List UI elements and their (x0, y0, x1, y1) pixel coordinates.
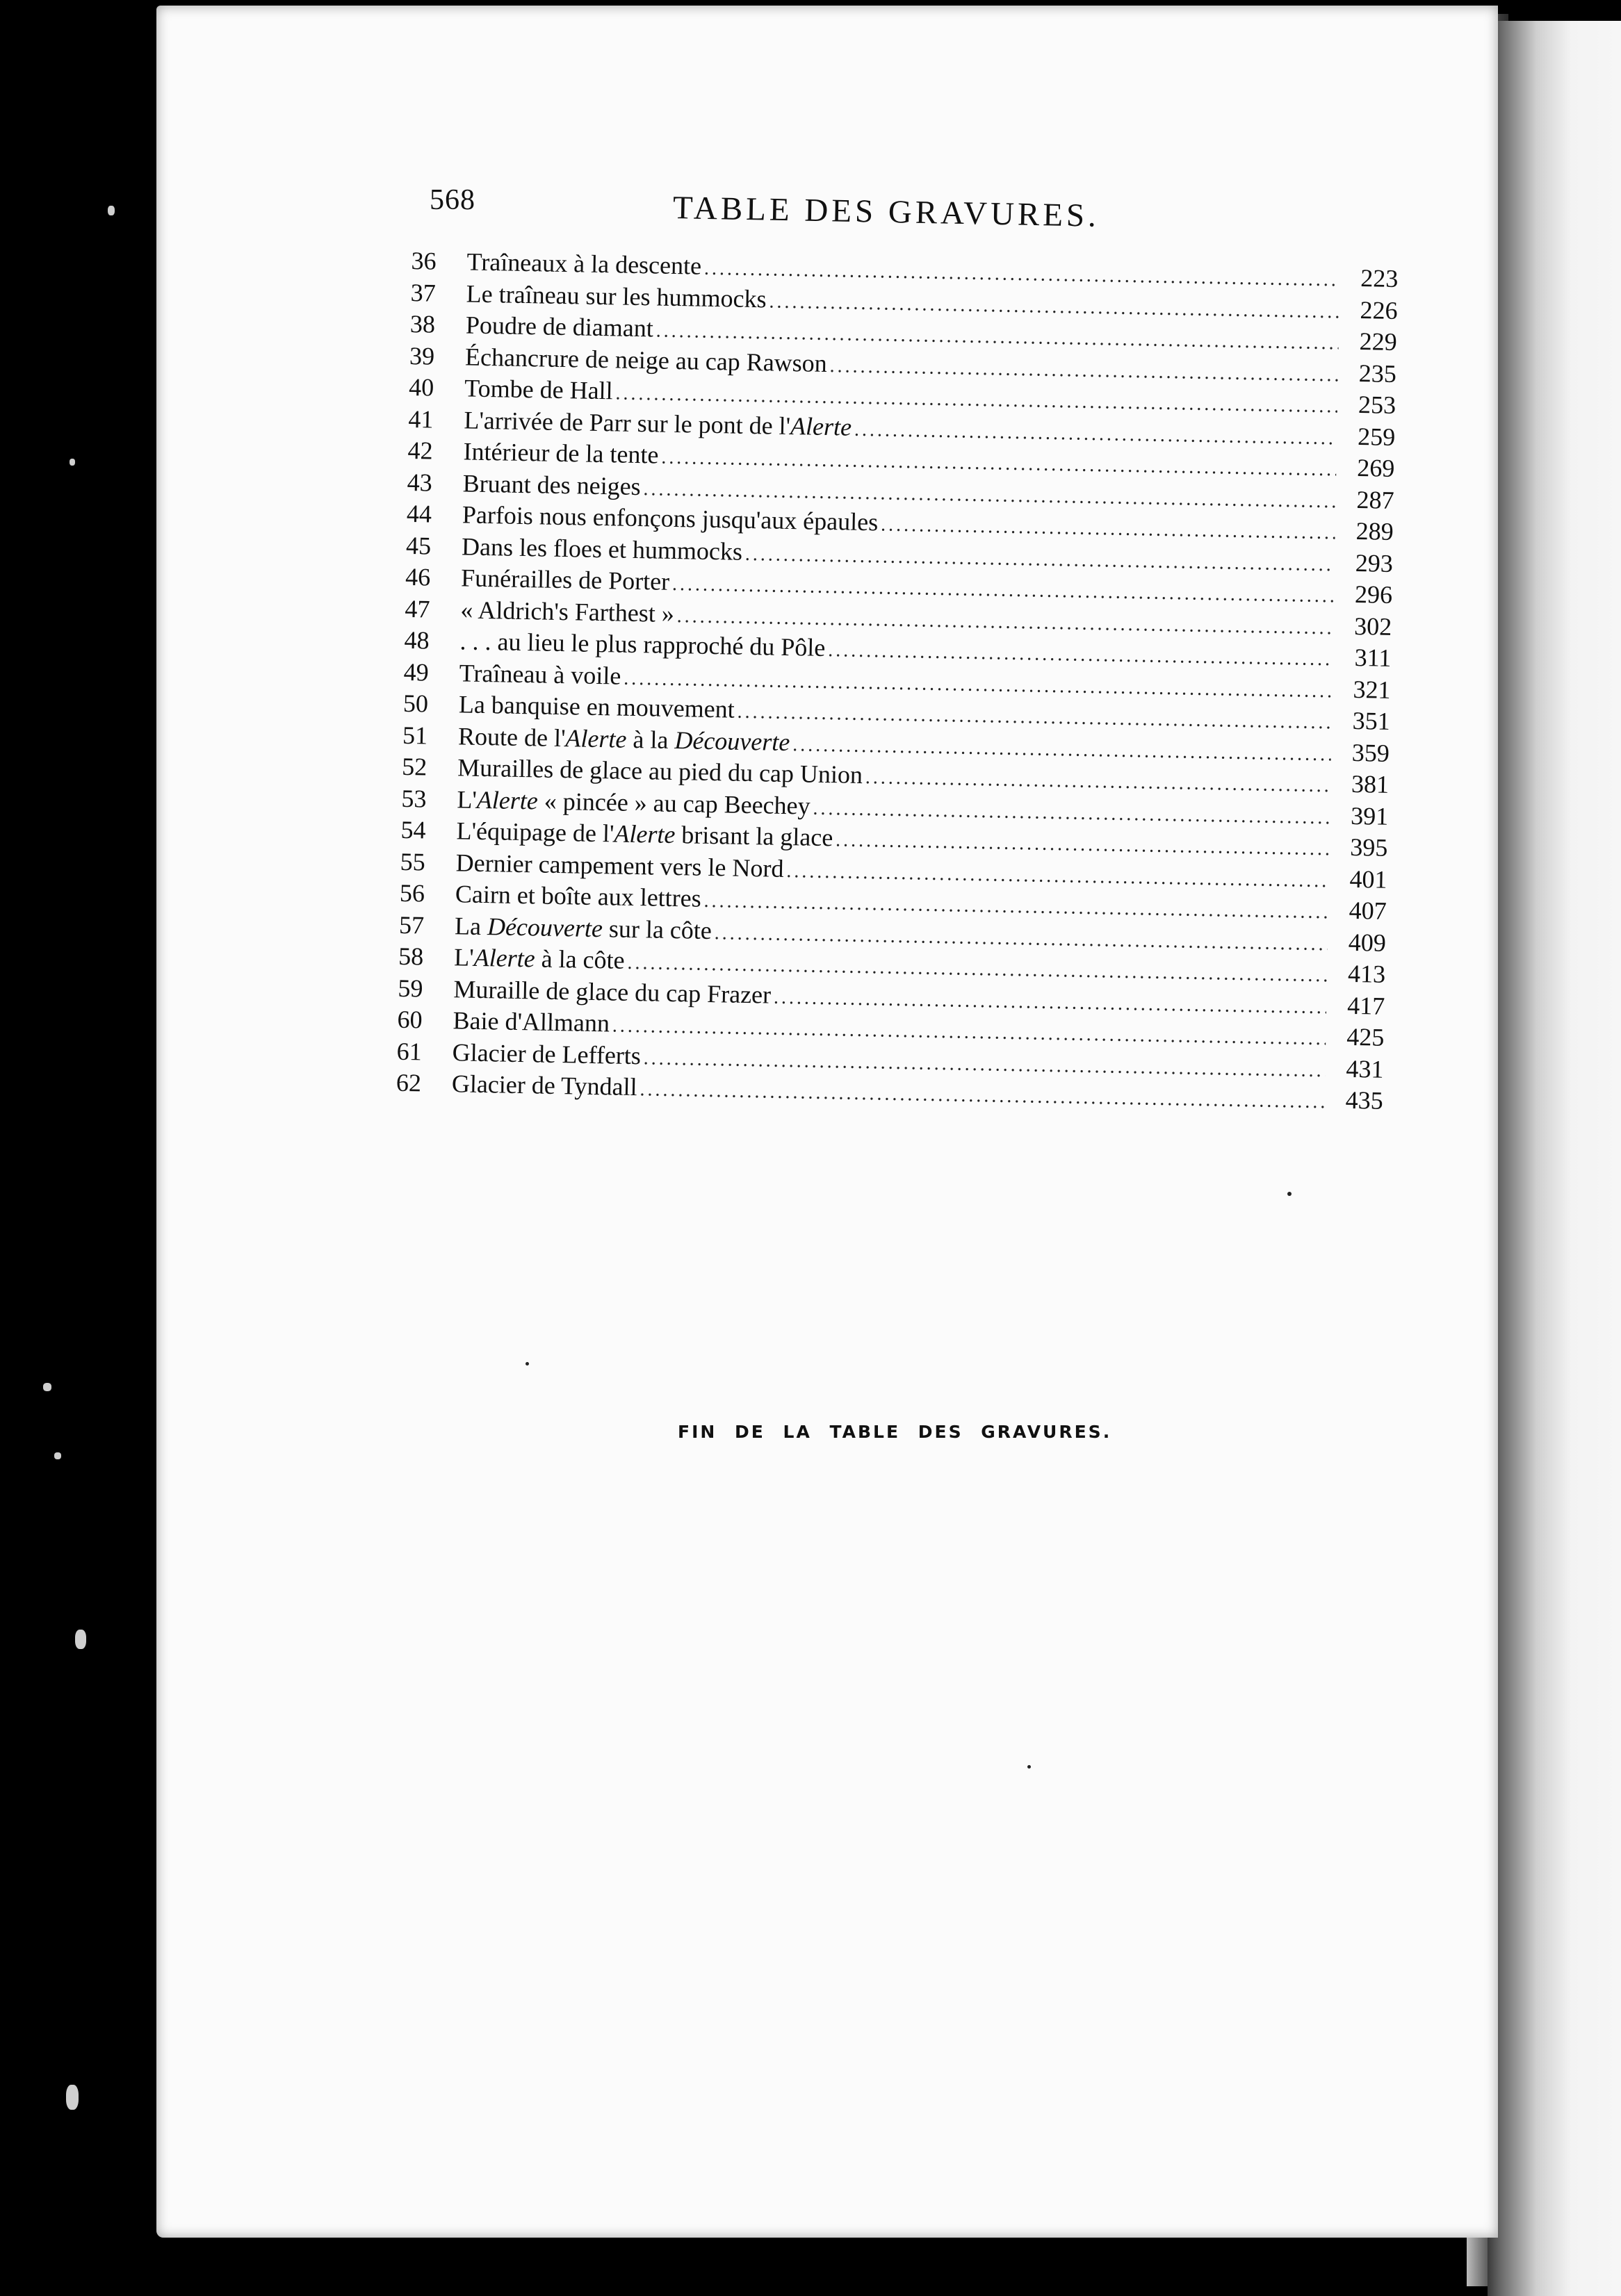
entry-page-number: 431 (1346, 1054, 1384, 1083)
entry-number: 46 (405, 562, 431, 591)
entry-page-number: 253 (1358, 391, 1396, 419)
entry-page-number: 359 (1351, 738, 1390, 767)
entry-title (466, 247, 704, 280)
entry-title-text: Baie d'Allmann (453, 1006, 610, 1038)
entry-title (466, 279, 769, 313)
entry-title-text: Bruant des neiges (462, 468, 642, 500)
entry-number: 38 (409, 309, 436, 338)
scan-speck (526, 1362, 529, 1366)
entry-number: 58 (398, 942, 424, 971)
entry-page-number: 289 (1355, 516, 1394, 546)
entry-number: 55 (400, 847, 426, 876)
entry-title (463, 436, 662, 469)
entry-title-text: à la (626, 725, 675, 754)
entry-title (462, 468, 644, 501)
scan-speck (1027, 1765, 1031, 1769)
entry-page-number: 435 (1345, 1085, 1384, 1115)
entry-page-number: 417 (1346, 991, 1385, 1020)
entry-title-text: Funérailles de Porter (460, 564, 670, 596)
scan-speck (108, 206, 115, 215)
ship-name-italic: Alerte (476, 785, 539, 814)
entry-title (455, 848, 786, 883)
entry-number: 37 (410, 278, 437, 307)
entry-page-number: 287 (1356, 485, 1394, 514)
entry-title-text: Traîneaux à la descente (466, 247, 702, 280)
facing-page-edge (1488, 21, 1621, 2296)
entry-title-text: Échancrure de neige au cap Rawson (464, 342, 828, 377)
entry-title-text: à la côte (535, 944, 625, 974)
entry-number: 54 (400, 815, 426, 844)
entry-page-number: 395 (1350, 833, 1388, 862)
entry-title (459, 689, 738, 723)
ship-name-italic: Alerte (790, 411, 852, 441)
entry-title-text: Le traîneau sur les hummocks (466, 279, 767, 313)
page-number: 568 (430, 184, 475, 216)
entry-number: 51 (402, 721, 428, 750)
entry-number: 53 (401, 784, 427, 813)
entry-number: 59 (398, 974, 423, 1002)
entry-page-number: 235 (1358, 359, 1397, 388)
entry-title-text: Glacier de Tyndall (451, 1069, 637, 1101)
entry-number: 45 (405, 531, 432, 560)
entry-title-text: Cairn et boîte aux lettres (455, 880, 702, 912)
scan-speck (1287, 1192, 1292, 1196)
entry-title (453, 974, 774, 1009)
entry-title-text: Muraille de glace du cap Frazer (453, 974, 772, 1009)
entry-title (466, 310, 657, 343)
ship-name-italic: Découverte (674, 725, 790, 756)
entry-title-text: Poudre de diamant (465, 311, 654, 343)
ship-name-italic: Alerte (473, 943, 536, 973)
entry-page-number: 293 (1355, 548, 1394, 577)
entry-number: 42 (407, 436, 433, 465)
entry-page-number: 296 (1354, 580, 1393, 609)
entry-page-number: 381 (1351, 769, 1390, 798)
entry-number: 40 (408, 372, 434, 402)
entry-number: 52 (401, 752, 427, 781)
entry-page-number: 321 (1353, 675, 1391, 704)
entry-title-text: Tombe de Hall (464, 374, 614, 405)
entry-title-text: L' (453, 943, 475, 971)
entry-title-text: Dans les floes et hummocks (461, 532, 743, 566)
table-of-illustrations (396, 246, 1398, 1117)
entry-title (464, 373, 616, 405)
entry-title (454, 942, 628, 975)
entry-number: 61 (396, 1037, 423, 1065)
entry-number: 44 (406, 499, 432, 528)
entry-page-number: 407 (1349, 896, 1387, 925)
entry-page-number: 409 (1348, 928, 1387, 957)
scan-speck (66, 2085, 79, 2110)
entry-title (465, 342, 830, 378)
entry-title-text: « Aldrich's Farthest » (460, 595, 675, 628)
entry-number: 47 (405, 594, 430, 623)
entry-page-number: 401 (1349, 864, 1387, 894)
entry-title-text: L'équipage de l' (456, 817, 614, 848)
entry-title (457, 785, 813, 820)
entry-page-number: 269 (1357, 453, 1395, 482)
entry-title-text: Traîneau à voile (459, 658, 621, 690)
scan-speck (54, 1452, 61, 1459)
entry-number: 56 (399, 878, 425, 908)
running-title: TABLE DES GRAVURES. (672, 190, 1100, 234)
entry-page-number: 259 (1357, 422, 1396, 451)
entry-title-text: Intérieur de la tente (463, 437, 659, 469)
entry-title-text: L' (457, 785, 478, 814)
entry-number: 36 (411, 246, 437, 275)
ship-name-italic: Alerte (565, 723, 627, 753)
entry-title-text: Glacier de Lefferts (452, 1038, 642, 1069)
scan-speck (70, 459, 75, 466)
entry-number: 62 (396, 1068, 422, 1097)
entry-title (458, 721, 793, 757)
entry-page-number: 413 (1347, 959, 1386, 988)
entry-page-number: 351 (1352, 706, 1391, 735)
entry-title (461, 563, 673, 596)
ship-name-italic: Découverte (487, 912, 603, 942)
entry-title-text: L'arrivée de Parr sur le pont de l' (464, 405, 791, 440)
entry-title (453, 1006, 612, 1038)
entry-number: 41 (408, 404, 434, 434)
scan-speck (43, 1383, 51, 1391)
entry-page-number: 391 (1350, 801, 1389, 830)
entry-number: 50 (402, 689, 429, 718)
entry-page-number: 223 (1360, 264, 1399, 293)
entry-title-text: sur la côte (602, 914, 712, 944)
entry-title-text: Dernier campement vers le Nord (455, 848, 784, 883)
entry-title (460, 595, 677, 628)
entry-number: 49 (403, 657, 430, 687)
entry-page-number: 226 (1360, 295, 1398, 325)
entry-title (459, 626, 829, 662)
entry-number: 57 (398, 910, 425, 939)
entry-title (452, 1069, 640, 1101)
entry-title-text: La (454, 911, 488, 940)
ship-name-italic: Alerte (614, 819, 676, 849)
entry-title-text: La banquise en mouvement (458, 690, 735, 723)
entry-number: 48 (404, 625, 430, 655)
entry-title (452, 1038, 644, 1070)
entry-number: 43 (407, 468, 433, 497)
entry-title-text: « pincée » au cap Beechey (537, 786, 810, 820)
entry-title-text: Route de l' (457, 721, 566, 752)
entry-title-text: brisant la glace (675, 821, 833, 852)
entry-title (464, 405, 854, 441)
entry-page-number: 425 (1346, 1022, 1385, 1051)
entry-title (456, 816, 836, 852)
entry-page-number: 311 (1354, 643, 1392, 672)
entry-title-text: Murailles de glace au pied du cap Union (457, 753, 863, 789)
entry-title (462, 532, 746, 566)
end-of-table-note: FIN DE LA TABLE DES GRAVURES. (678, 1422, 1112, 1442)
entry-title-text: . . . au lieu le plus rapproché du Pôle (459, 627, 826, 662)
entry-page-number: 302 (1353, 612, 1392, 641)
entry-title (459, 658, 624, 690)
entry-number: 60 (397, 1005, 423, 1034)
entry-title (455, 879, 705, 913)
entry-title-text: Parfois nous enfonçons jusqu'aux épaules (462, 500, 879, 536)
scan-speck (75, 1630, 86, 1649)
entry-title (455, 911, 715, 945)
entry-page-number: 229 (1359, 327, 1398, 356)
entry-number: 39 (409, 341, 435, 370)
